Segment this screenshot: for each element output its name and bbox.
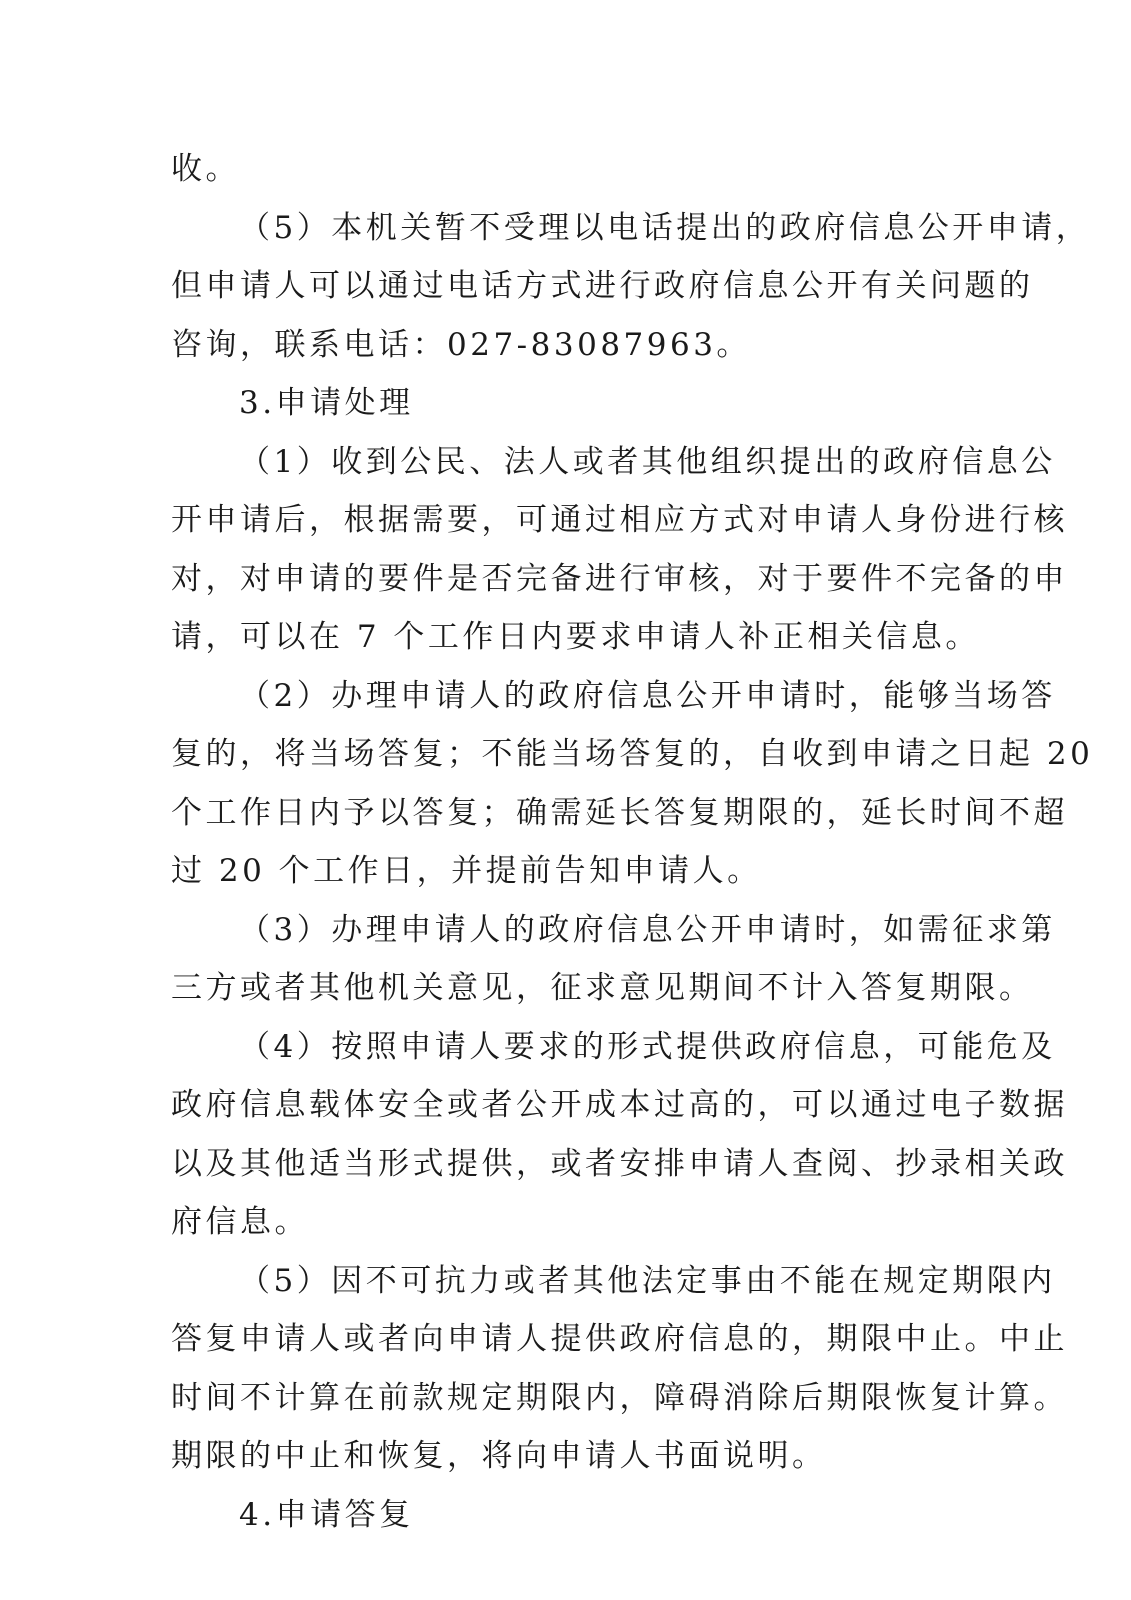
text-line: 收。: [171, 151, 240, 187]
text-line: 三方或者其他机关意见，征求意见期间不计入答复期限。: [171, 970, 1034, 1006]
text-line: 复的，将当场答复；不能当场答复的，自收到申请之日起 20: [171, 736, 1094, 772]
text-line: 请，可以在 7 个工作日内要求申请人补正相关信息。: [171, 619, 980, 655]
text-line: 期限的中止和恢复，将向申请人书面说明。: [171, 1438, 827, 1474]
text-line: 政府信息载体安全或者公开成本过高的，可以通过电子数据: [171, 1087, 1068, 1123]
document-body: [171, 140, 1094, 1544]
text-line: 府信息。: [171, 1204, 309, 1240]
text-line: 但申请人可以通过电话方式进行政府信息公开有关问题的: [171, 268, 1034, 304]
text-line: 对，对申请的要件是否完备进行审核，对于要件不完备的申: [171, 560, 1068, 597]
text-line: （1）收到公民、法人或者其他组织提出的政府信息公: [239, 443, 1056, 480]
text-line: 个工作日内予以答复；确需延长答复期限的，延长时间不超: [171, 794, 1068, 831]
text-line: （2）办理申请人的政府信息公开申请时，能够当场答: [239, 677, 1056, 714]
text-line: 过 20 个工作日，并提前告知申请人。: [171, 853, 762, 889]
section-heading: 3.申请处理: [239, 385, 414, 421]
text-line: （5）本机关暂不受理以电话提出的政府信息公开申请，: [239, 209, 1091, 246]
text-line: 以及其他适当形式提供，或者安排申请人查阅、抄录相关政: [171, 1145, 1068, 1182]
text-line: （5）因不可抗力或者其他法定事由不能在规定期限内: [239, 1262, 1056, 1299]
text-line: 开申请后，根据需要，可通过相应方式对申请人身份进行核: [171, 502, 1068, 538]
text-line: （3）办理申请人的政府信息公开申请时，如需征求第: [239, 911, 1056, 948]
text-line: 时间不计算在前款规定期限内，障碍消除后期限恢复计算。: [171, 1379, 1068, 1416]
text-line: 咨询，联系电话：027-83087963。: [171, 326, 751, 363]
text-line: 答复申请人或者向申请人提供政府信息的，期限中止。中止: [171, 1321, 1068, 1357]
text-line: （4）按照申请人要求的形式提供政府信息，可能危及: [239, 1028, 1056, 1065]
section-heading: 4.申请答复: [239, 1496, 414, 1533]
